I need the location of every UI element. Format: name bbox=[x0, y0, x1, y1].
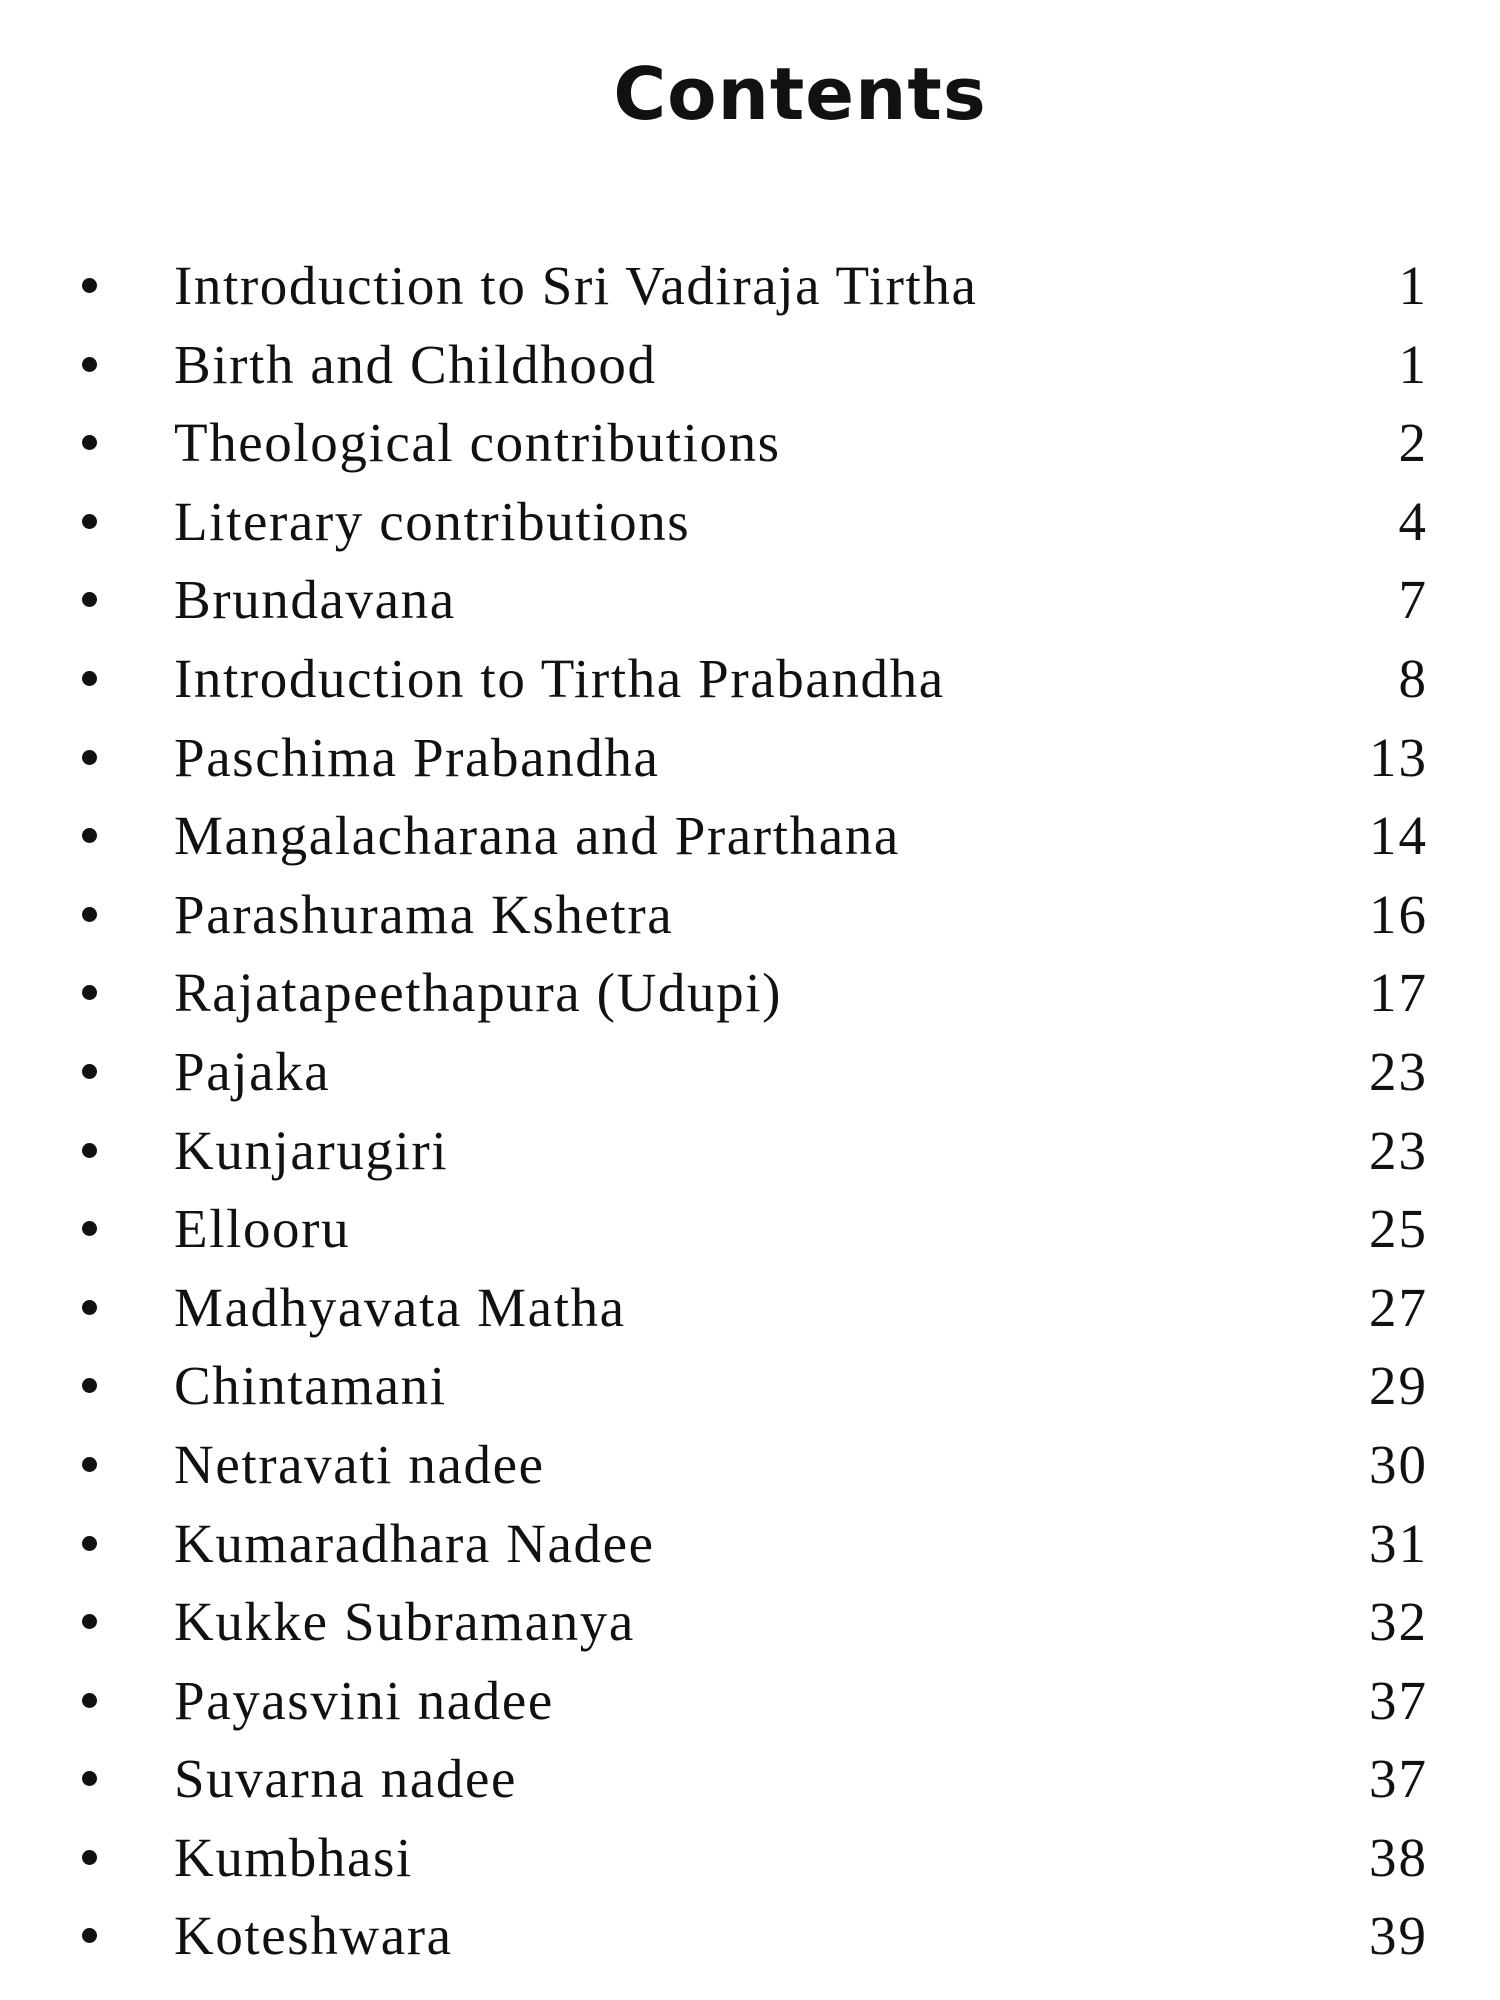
bullet-icon bbox=[82, 1064, 97, 1079]
bullet-icon bbox=[82, 1221, 97, 1236]
bullet-icon bbox=[82, 671, 97, 686]
toc-entry bbox=[0, 409, 1500, 488]
toc-entry bbox=[0, 1038, 1500, 1117]
entry-page-number: 1 bbox=[1398, 333, 1428, 395]
entry-page-number: 37 bbox=[1369, 1748, 1428, 1810]
entry-title: Payasvini nadee bbox=[174, 1669, 554, 1731]
bullet-icon bbox=[82, 1850, 97, 1865]
entry-page-number: 17 bbox=[1369, 962, 1428, 1024]
entry-page-number: 16 bbox=[1369, 883, 1428, 945]
entry-page-number: 7 bbox=[1398, 569, 1428, 631]
entry-title: Pajaka bbox=[174, 1040, 331, 1102]
entry-page-number: 2 bbox=[1398, 412, 1428, 474]
page-title: Contents bbox=[613, 52, 987, 136]
toc-entry bbox=[0, 959, 1500, 1038]
entry-title: Brundavana bbox=[174, 569, 456, 631]
bullet-icon bbox=[82, 1693, 97, 1708]
bullet-icon bbox=[82, 1536, 97, 1551]
entry-title: Literary contributions bbox=[174, 490, 691, 552]
toc-entry bbox=[0, 881, 1500, 960]
entry-title: Madhyavata Matha bbox=[174, 1276, 626, 1338]
entry-page-number: 39 bbox=[1369, 1905, 1428, 1967]
entry-title: Ellooru bbox=[174, 1198, 351, 1260]
bullet-icon bbox=[82, 907, 97, 922]
entry-title: Introduction to Sri Vadiraja Tirtha bbox=[174, 255, 978, 316]
entry-page-number: 13 bbox=[1369, 726, 1428, 788]
bullet-icon bbox=[82, 1143, 97, 1158]
bullet-icon bbox=[82, 1457, 97, 1472]
entry-page-number: 25 bbox=[1369, 1198, 1428, 1260]
bullet-icon bbox=[82, 750, 97, 765]
toc-entry bbox=[0, 566, 1500, 645]
toc-entry bbox=[0, 1274, 1500, 1353]
toc-entry bbox=[0, 1588, 1500, 1667]
bullet-icon bbox=[82, 592, 97, 607]
toc-entry bbox=[0, 1902, 1500, 1981]
entry-page-number: 37 bbox=[1369, 1669, 1428, 1731]
entry-title: Koteshwara bbox=[174, 1905, 453, 1967]
entry-page-number: 31 bbox=[1369, 1512, 1428, 1574]
entry-title: Rajatapeethapura (Udupi) bbox=[174, 962, 783, 1024]
entry-title: Paschima Prabandha bbox=[174, 726, 660, 788]
bullet-icon bbox=[82, 357, 97, 372]
toc-entry bbox=[0, 645, 1500, 724]
toc-entry bbox=[0, 331, 1500, 410]
entry-page-number: 23 bbox=[1369, 1119, 1428, 1181]
entry-page-number: 30 bbox=[1369, 1433, 1428, 1495]
entry-title: Birth and Childhood bbox=[174, 333, 657, 395]
entry-title: Kumaradhara Nadee bbox=[174, 1512, 655, 1574]
bullet-icon bbox=[82, 1771, 97, 1786]
entry-title: Parashurama Kshetra bbox=[174, 883, 674, 945]
bullet-icon bbox=[82, 1614, 97, 1629]
entry-page-number: 27 bbox=[1369, 1276, 1428, 1338]
entry-title: Theological contributions bbox=[174, 412, 781, 474]
entry-title: Chintamani bbox=[174, 1355, 447, 1417]
bullet-icon bbox=[82, 1378, 97, 1393]
bullet-icon bbox=[82, 985, 97, 1000]
entry-title: Mangalacharana and Prarthana bbox=[174, 805, 900, 867]
entry-title: Suvarna nadee bbox=[174, 1748, 518, 1810]
entry-page-number: 23 bbox=[1369, 1040, 1428, 1102]
entry-page-number: 14 bbox=[1369, 805, 1428, 867]
toc-entry bbox=[0, 252, 1500, 331]
toc-entry bbox=[0, 802, 1500, 881]
toc-entry bbox=[0, 1195, 1500, 1274]
bullet-icon bbox=[82, 278, 97, 293]
toc-entry bbox=[0, 1824, 1500, 1903]
entry-page-number: 32 bbox=[1369, 1591, 1428, 1653]
toc-entry bbox=[0, 488, 1500, 567]
entry-page-number: 4 bbox=[1398, 490, 1428, 552]
table-of-contents bbox=[0, 252, 1500, 1981]
toc-entry bbox=[0, 1667, 1500, 1746]
entry-title: Kumbhasi bbox=[174, 1826, 413, 1888]
toc-entry bbox=[0, 1745, 1500, 1824]
bullet-icon bbox=[82, 1300, 97, 1315]
bullet-icon bbox=[82, 435, 97, 450]
toc-entry bbox=[0, 1431, 1500, 1510]
toc-entry bbox=[0, 1510, 1500, 1589]
toc-entry bbox=[0, 1352, 1500, 1431]
bullet-icon bbox=[82, 1928, 97, 1943]
entry-title: Netravati nadee bbox=[174, 1433, 545, 1495]
entry-page-number: 29 bbox=[1369, 1355, 1428, 1417]
bullet-icon bbox=[82, 514, 97, 529]
entry-page-number: 38 bbox=[1369, 1826, 1428, 1888]
toc-entry bbox=[0, 724, 1500, 803]
entry-title: Introduction to Tirtha Prabandha bbox=[174, 647, 945, 709]
entry-page-number: 1 bbox=[1398, 255, 1428, 316]
entry-page-number: 8 bbox=[1398, 647, 1428, 709]
bullet-icon bbox=[82, 828, 97, 843]
entry-title: Kunjarugiri bbox=[174, 1119, 449, 1181]
entry-title: Kukke Subramanya bbox=[174, 1591, 635, 1653]
toc-entry bbox=[0, 1117, 1500, 1196]
